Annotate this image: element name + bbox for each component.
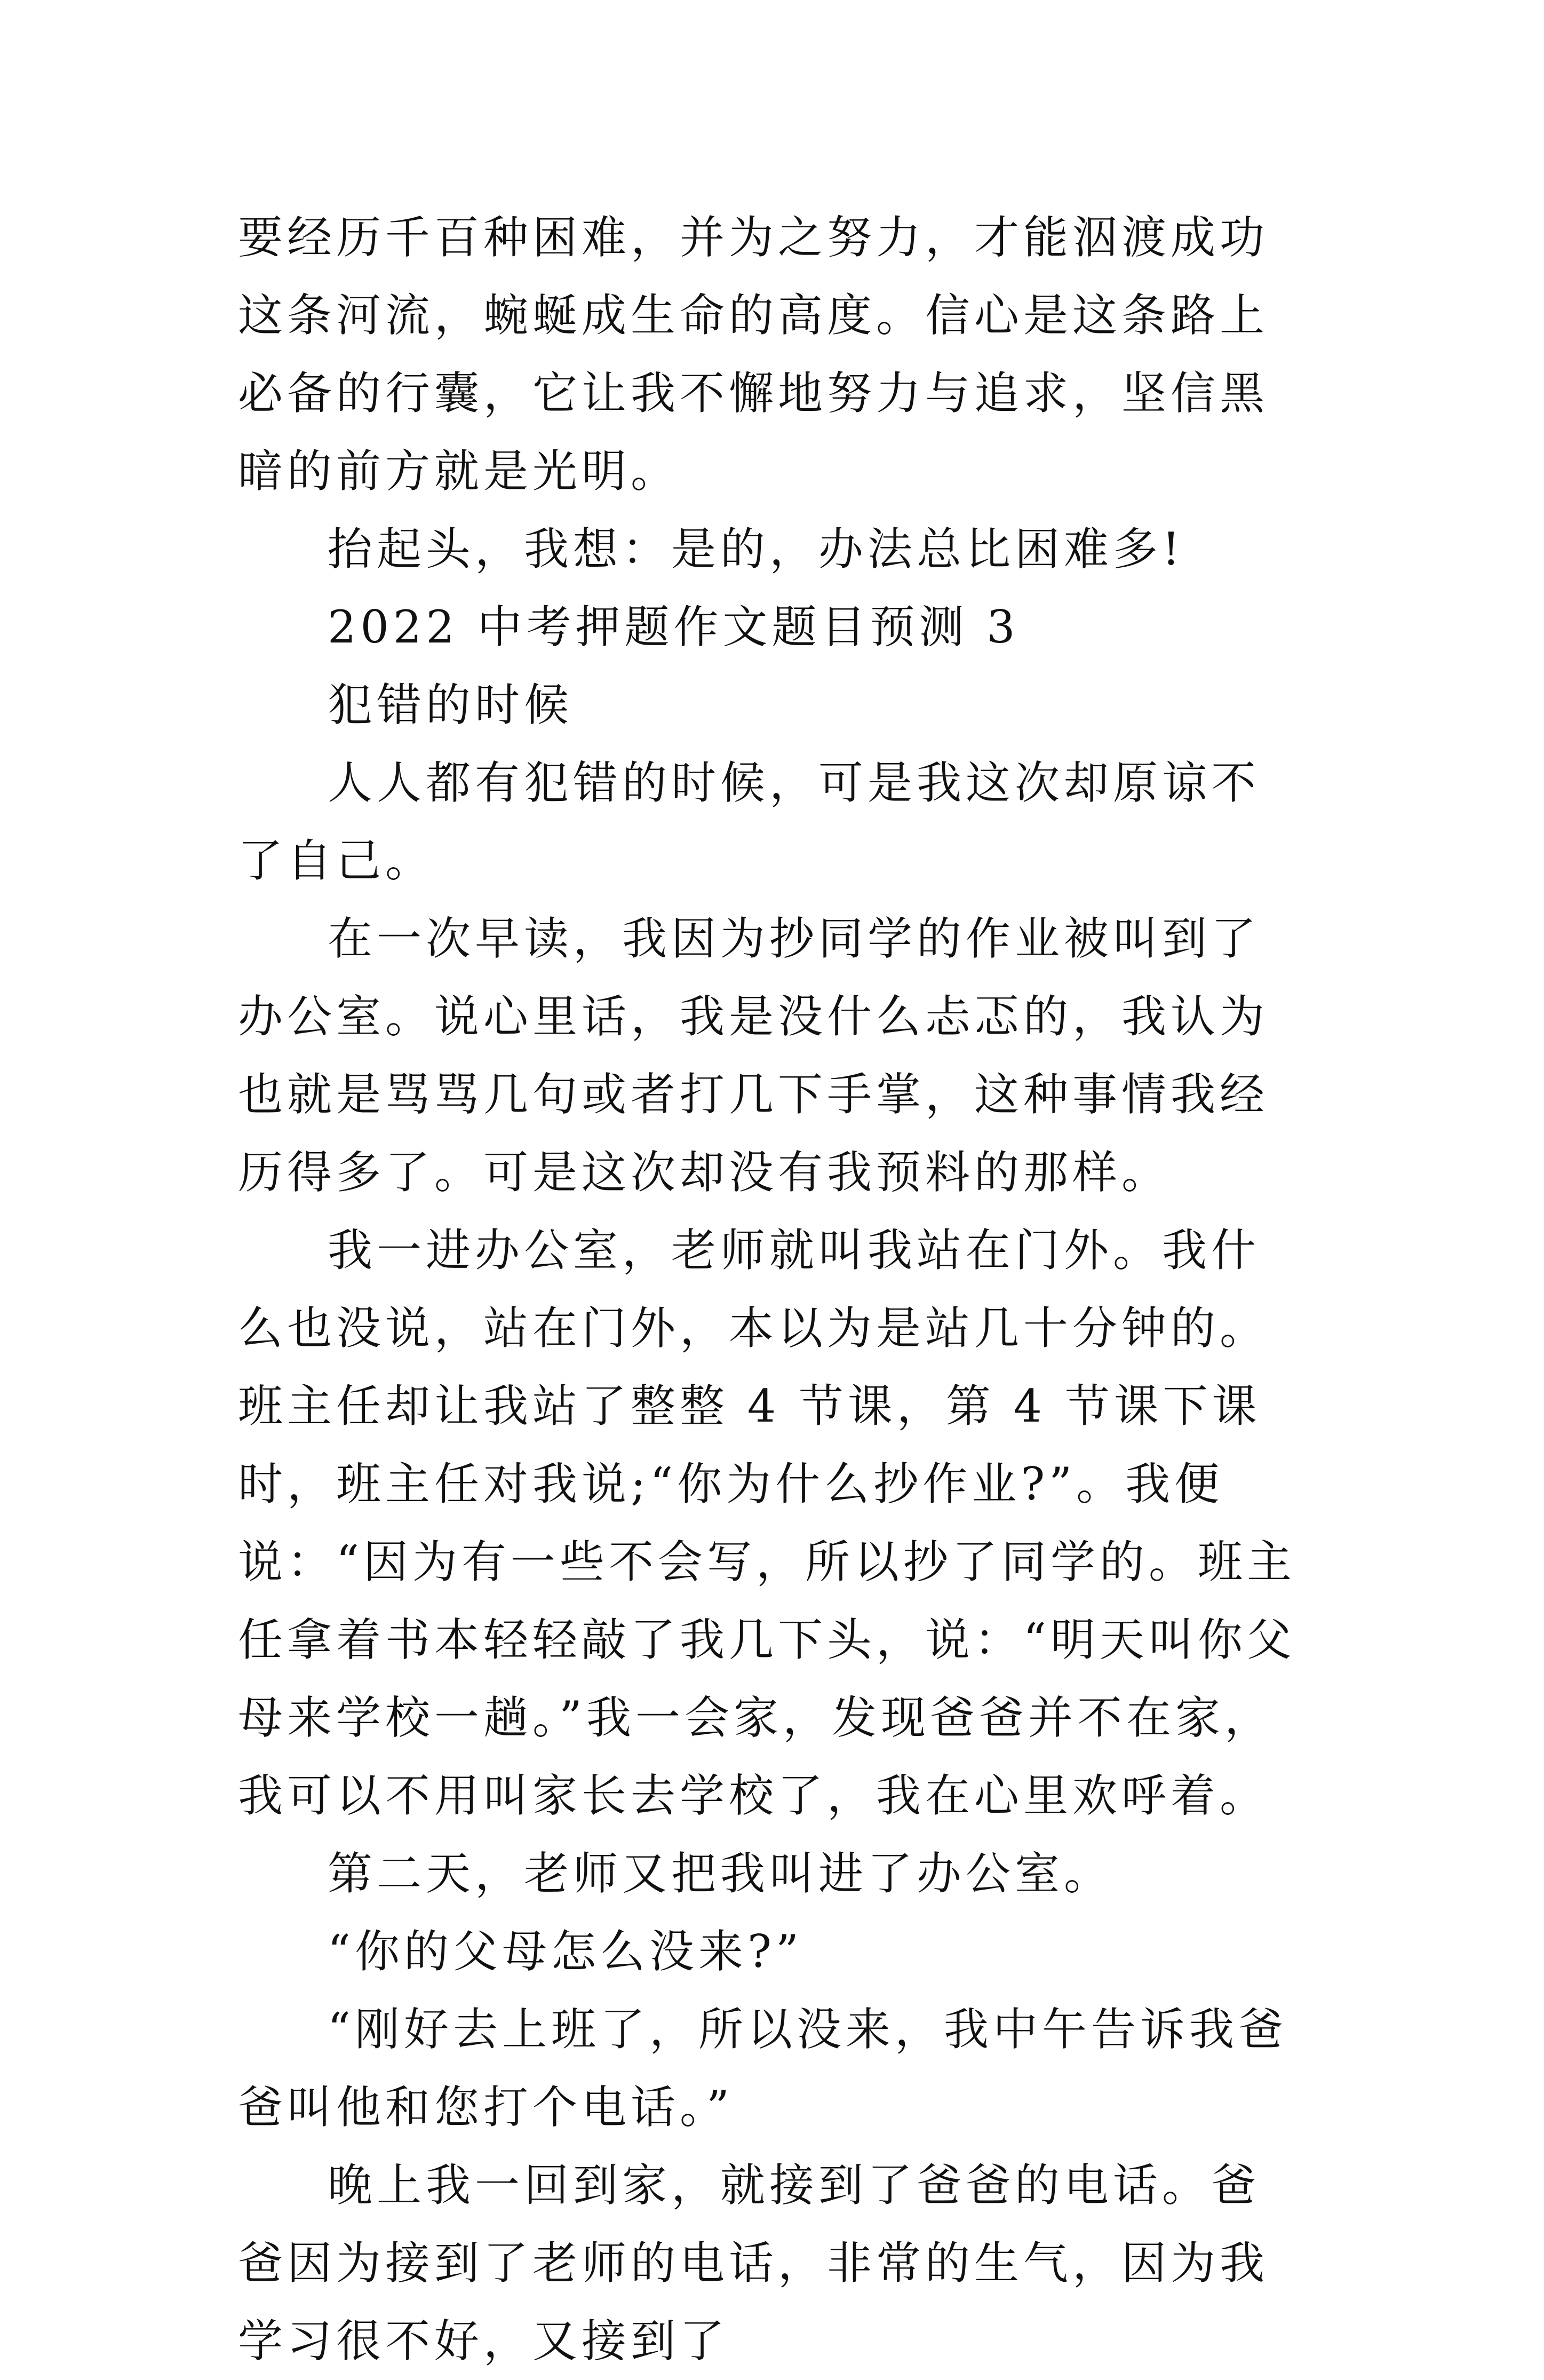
- section-heading: 2022 中考押题作文题目预测 3: [328, 601, 1020, 653]
- paragraph: 抬起头，我想：是的，办法总比困难多!: [328, 523, 1184, 575]
- paragraph-continued: 要经历千百种困难，并为之努力，才能泅渡成功这条河流，蜿蜒成生命的高度。信心是这条路上必备的行囊，它让我不懈地努力与追求，坚信黑暗的前方就是光明。: [238, 211, 1269, 497]
- dialogue-line: “刚好去上班了，所以没来，我中午告诉我爸爸叫他和您打个电话。”: [238, 2003, 1287, 2133]
- document-body: [238, 199, 1305, 2380]
- paragraph: 晚上我一回到家，就接到了爸爸的电话。爸爸因为接到了老师的电话，非常的生气，因为我学习很不好，又接到了: [238, 2159, 1269, 2367]
- dialogue-line: “你的父母怎么没来?”: [328, 1925, 803, 1978]
- paragraph: 我一进办公室，老师就叫我站在门外。我什么也没说，站在门外，本以为是站几十分钟的。班主任却让我站了整整 4 节课，第 4 节课下课时，班主任对我说;“你为什么抄作业?”。我便说：“因为有一些不会写，所以抄了同学的。班主任拿着书本轻轻敲了我几下头，说：“明天叫你父母来学校一趟。”我一会家，发现爸爸并不在家，我可以不用叫家长去学校了，我在心里欢呼着。: [238, 1224, 1296, 1822]
- paragraph: 第二天，老师又把我叫进了办公室。: [328, 1847, 1113, 1900]
- paragraph: 在一次早读，我因为抄同学的作业被叫到了办公室。说心里话，我是没什么忐忑的，我认为也就是骂骂几句或者打几下手掌，这种事情我经历得多了。可是这次却没有我预料的那样。: [238, 913, 1269, 1199]
- paragraph: 人人都有犯错的时候，可是我这次却原谅不了自己。: [238, 757, 1261, 887]
- essay-title: 犯错的时候: [328, 679, 574, 731]
